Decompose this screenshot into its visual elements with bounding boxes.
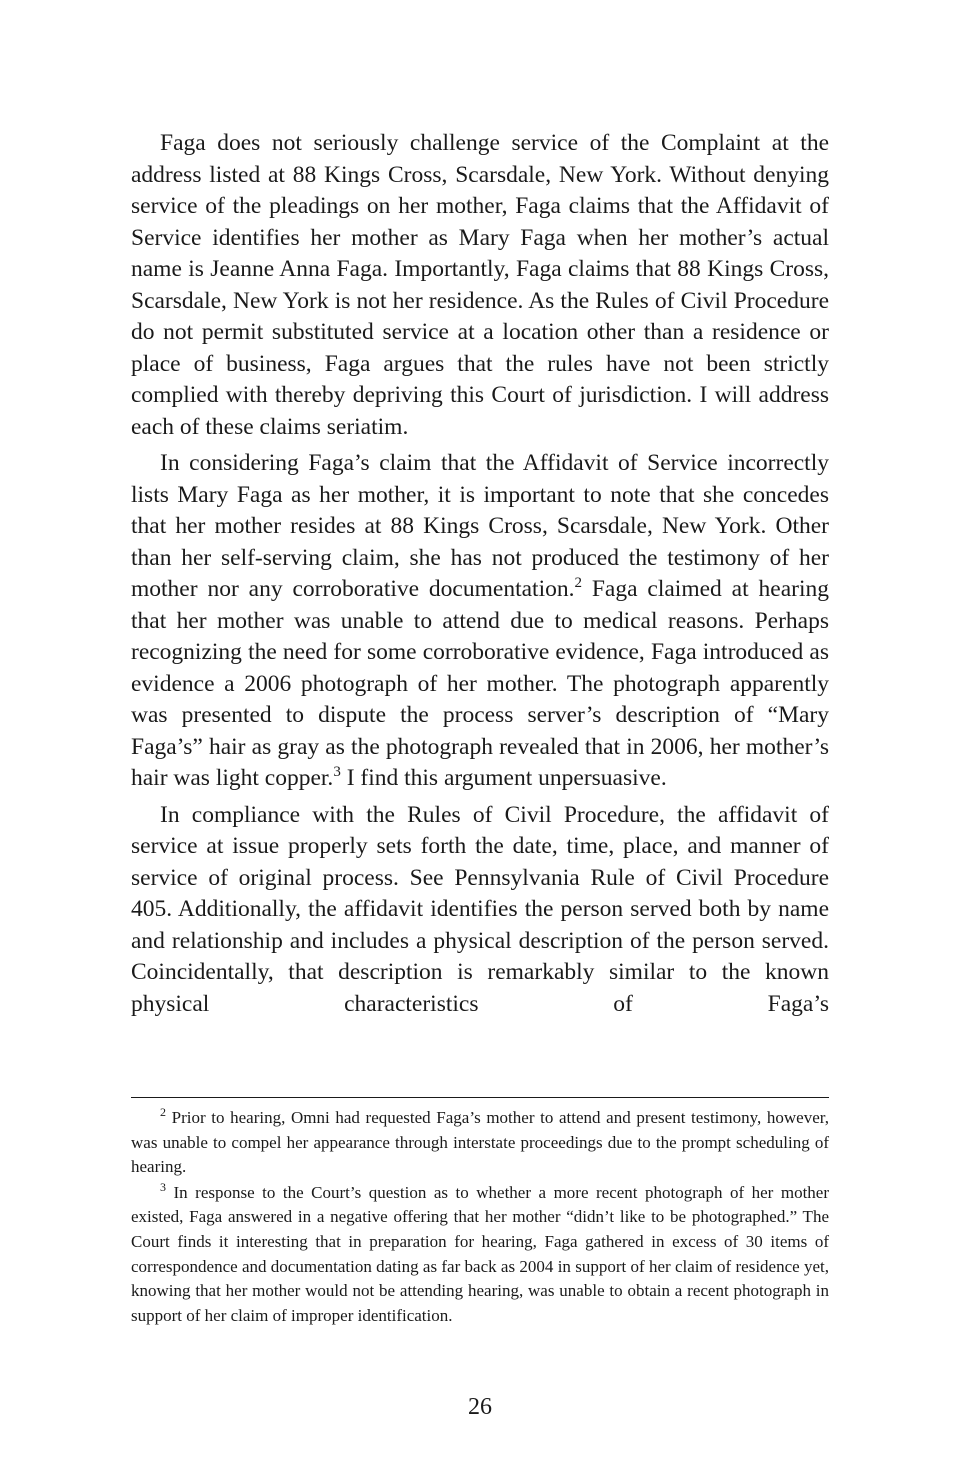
footnote-2-number: 2 [160, 1105, 166, 1119]
page-number: 26 [468, 1394, 492, 1420]
footnote-2-text: Prior to hearing, Omni had requested Faga’s mother to attend and present testimony, however, was unable to compel her appearance through interstate proceedings due to the prompt scheduling of hearing. [131, 1108, 829, 1177]
footnote-3-number: 3 [160, 1179, 166, 1194]
document-body [131, 128, 829, 1025]
footnote-3-text: In response to the Court’s question as to whether a more recent photograph of her mother existed, Faga answered in a negative offering that her mother “didn’t like to be photographed.” The Court finds it interesting that in preparation for hearing, Faga gathered in excess of 30 items of correspondence and documentation dating as far back as 2004 in support of her claim of residence yet, knowing that her mother would not be attending hearing, was unable to obtain a recent photograph in support of her claim of improper identification. [131, 1182, 829, 1325]
paragraph-affidavit-claim-part3: I find this argument unpersuasive. [340, 765, 667, 791]
paragraph-affidavit-claim-part2: Faga claimed at hearing that her mother was unable to attend due to medical reasons. Perhaps recognizing the need for some corroborative evidence, Faga introduced as evidence a 2006 photograph of her mother. The photograph apparently was presented to dispute the process server’s description of “Mary Faga’s” hair as gray as the photograph revealed that in 2006, her mother’s hair was light copper. [131, 576, 829, 791]
paragraph-service-challenge: Faga does not seriously challenge service of the Complaint at the address listed at 88 Kings Cross, Scarsdale, New York. Without denying service of the pleadings on her mother, Faga claims that the Affidavit of Service identifies her mother as Mary Faga when her mother’s actual name is Jeanne Anna Faga. Importantly, Faga claims that 88 Kings Cross, Scarsdale, New York is not her residence. As the Rules of Civil Procedure do not permit substituted service at a location other than a residence or place of business, Faga argues that the rules have not been strictly complied with thereby depriving this Court of jurisdiction. I will address each of these claims seriatim. [131, 130, 829, 440]
paragraph-compliance: In compliance with the Rules of Civil Procedure, the affidavit of service at issue properly sets forth the date, time, place, and manner of service of original process. See Pennsylvania Rule of Civil Procedure 405. Additionally, the affidavit identifies the person served both by name and relationship and includes a physical description of the person served. Coincidentally, that description is remarkably similar to the known physical characteristics of Faga’s [131, 801, 829, 1017]
footnote-3 [131, 1181, 829, 1329]
footnote-2 [131, 1106, 829, 1180]
footnote-divider [131, 1097, 829, 1098]
footnotes-section [131, 1106, 829, 1329]
footnote-ref-3[interactable]: 3 [333, 764, 341, 780]
paragraph-affidavit-claim [131, 448, 829, 795]
footnote-ref-2[interactable]: 2 [574, 575, 582, 591]
paragraph-affidavit-claim-part1: In considering Faga’s claim that the Affidavit of Service incorrectly lists Mary Faga as her mother, it is important to note that she concedes that her mother resides at 88 Kings Cross, Scarsdale, New York. Other than her self-serving claim, she has not produced the testimony of her mother nor any corroborative documentation. [131, 450, 829, 602]
